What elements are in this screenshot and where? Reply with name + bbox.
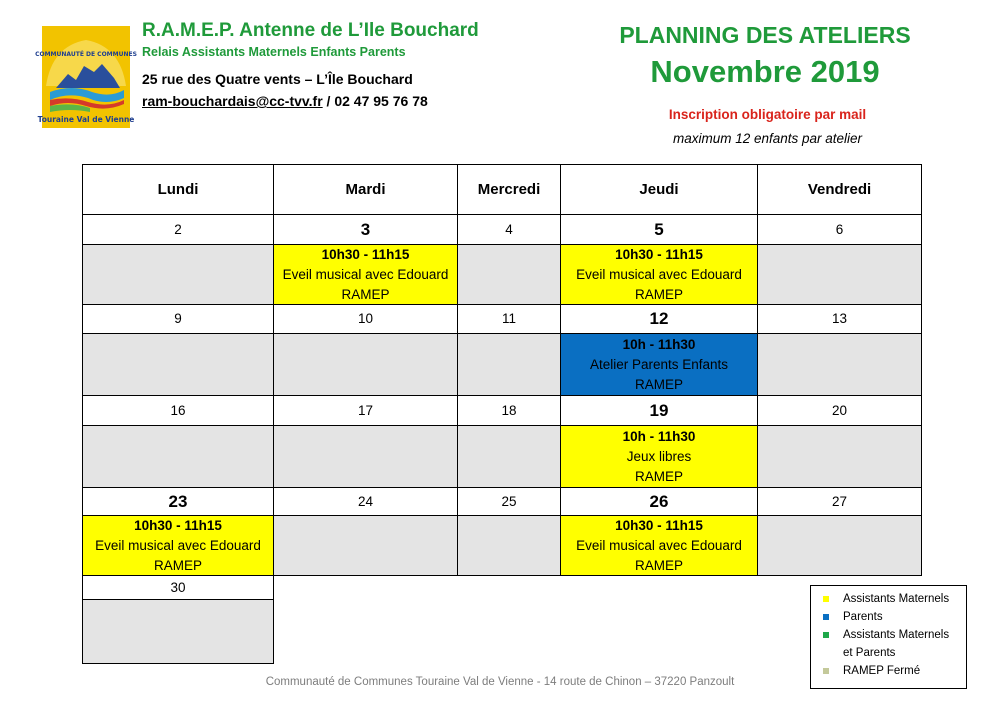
day-number-cell: 5 <box>560 214 758 245</box>
activity-organizer: RAMEP <box>634 286 683 302</box>
empty-slot <box>457 515 561 576</box>
empty-slot <box>457 333 561 396</box>
day-header-mardi: Mardi <box>273 164 458 215</box>
day-number-cell: 3 <box>273 214 458 245</box>
activity-time: 10h30 - 11h15 <box>615 246 703 262</box>
legend-swatch <box>823 632 829 638</box>
activity-organizer: RAMEP <box>153 557 202 573</box>
org-contact <box>142 93 428 109</box>
empty-slot <box>273 515 458 576</box>
activity-title: Eveil musical avec Edouard <box>576 266 742 282</box>
empty-slot <box>273 333 458 396</box>
legend <box>810 585 967 689</box>
activity-time: 10h30 - 11h15 <box>615 517 703 533</box>
activity-slot <box>560 333 758 396</box>
activity-slot <box>82 515 274 576</box>
activity-slot <box>560 244 758 305</box>
org-subtitle: Relais Assistants Maternels Enfants Parents <box>142 45 406 59</box>
day-header-jeudi: Jeudi <box>560 164 758 215</box>
day-number-cell: 12 <box>560 304 758 334</box>
day-number-cell: 27 <box>757 487 922 516</box>
day-header-lundi: Lundi <box>82 164 274 215</box>
empty-slot <box>273 425 458 488</box>
day-number-cell: 6 <box>757 214 922 245</box>
empty-slot <box>82 333 274 396</box>
activity-organizer: RAMEP <box>634 468 683 484</box>
inscription-notice: Inscription obligatoire par mail <box>668 107 867 122</box>
svg-text:COMMUNAUTÉ DE COMMUNES: COMMUNAUTÉ DE COMMUNES <box>35 51 137 58</box>
legend-item: Parents <box>823 608 883 626</box>
empty-slot <box>757 425 922 488</box>
day-number-cell: 16 <box>82 395 274 426</box>
activity-title: Jeux libres <box>626 448 692 464</box>
empty-slot <box>82 244 274 305</box>
activity-organizer: RAMEP <box>634 376 683 392</box>
day-number-cell: 23 <box>82 487 274 516</box>
day-number-cell: 30 <box>82 575 274 600</box>
day-number-cell: 25 <box>457 487 561 516</box>
day-number-cell: 18 <box>457 395 561 426</box>
activity-title: Eveil musical avec Edouard <box>576 537 742 553</box>
activity-title: Eveil musical avec Edouard <box>282 266 449 282</box>
legend-swatch <box>823 668 829 674</box>
empty-slot <box>757 333 922 396</box>
day-number-cell: 10 <box>273 304 458 334</box>
empty-slot <box>457 425 561 488</box>
day-number-cell: 19 <box>560 395 758 426</box>
community-logo <box>35 26 137 128</box>
activity-slot <box>273 244 458 305</box>
day-header-mercredi: Mercredi <box>457 164 561 215</box>
activity-slot <box>560 515 758 576</box>
planning-title: PLANNING DES ATELIERS <box>619 22 911 48</box>
day-number-cell: 20 <box>757 395 922 426</box>
empty-slot <box>757 244 922 305</box>
activity-slot <box>560 425 758 488</box>
activity-organizer: RAMEP <box>341 286 390 302</box>
legend-swatch <box>823 614 829 620</box>
day-number-cell: 13 <box>757 304 922 334</box>
legend-item: Assistants Maternels et Parents <box>823 626 953 662</box>
org-title: R.A.M.E.P. Antenne de L’Ile Bouchard <box>142 20 479 41</box>
activity-time: 10h30 - 11h15 <box>321 246 410 262</box>
day-number-cell: 24 <box>273 487 458 516</box>
legend-item: Assistants Maternels <box>823 590 949 608</box>
empty-slot <box>82 425 274 488</box>
footer-address: Communauté de Communes Touraine Val de Vienne - 14 route de Chinon – 37220 Panzoult <box>265 676 735 688</box>
day-number-cell: 17 <box>273 395 458 426</box>
activity-title: Atelier Parents Enfants <box>589 356 729 372</box>
org-address: 25 rue des Quatre vents – L’Île Bouchard <box>142 71 413 87</box>
day-number-cell: 2 <box>82 214 274 245</box>
activity-title: Eveil musical avec Edouard <box>95 537 261 553</box>
svg-text:Touraine Val de Vienne: Touraine Val de Vienne <box>37 115 135 124</box>
day-number-cell: 9 <box>82 304 274 334</box>
empty-slot <box>757 515 922 576</box>
day-header-vendredi: Vendredi <box>757 164 922 215</box>
phone-number: / 02 47 95 76 78 <box>322 93 428 109</box>
activity-organizer: RAMEP <box>634 557 683 573</box>
activity-time: 10h30 - 11h15 <box>134 517 222 533</box>
activity-time: 10h - 11h30 <box>622 428 696 444</box>
max-children-notice: maximum 12 enfants par atelier <box>672 131 863 146</box>
activity-time: 10h - 11h30 <box>622 336 696 352</box>
day-number-cell: 4 <box>457 214 561 245</box>
email-link[interactable]: ram-bouchardais@cc-tvv.fr <box>142 93 323 109</box>
legend-item: RAMEP Fermé <box>823 662 920 680</box>
legend-swatch <box>823 596 829 602</box>
day-number-cell: 26 <box>560 487 758 516</box>
day-number-cell: 11 <box>457 304 561 334</box>
planning-month: Novembre 2019 <box>650 54 880 89</box>
empty-slot <box>82 599 274 664</box>
empty-slot <box>457 244 561 305</box>
